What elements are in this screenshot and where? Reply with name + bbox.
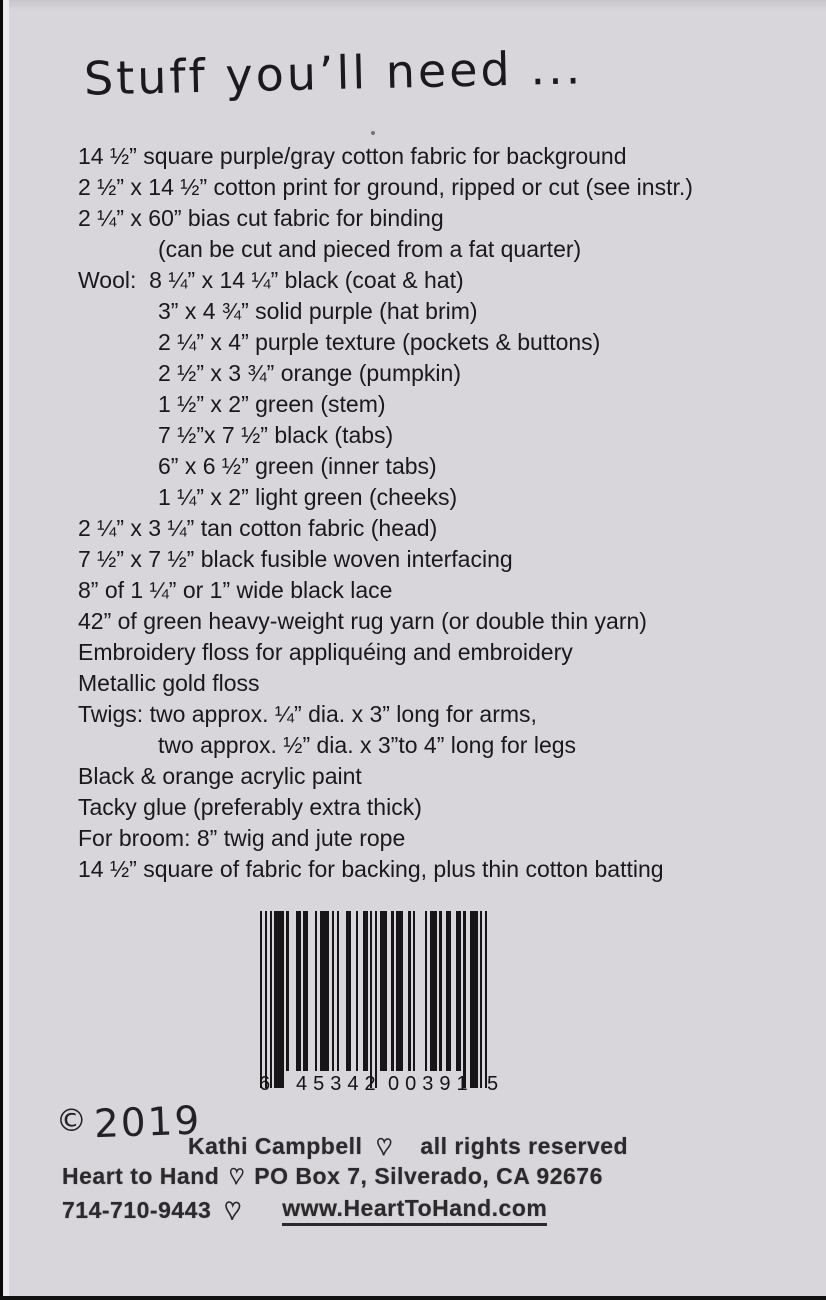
phone-number: 714-710-9443: [62, 1197, 212, 1223]
material-line: For broom: 8” twig and jute rope: [78, 825, 406, 851]
material-line: (can be cut and pieced from a fat quarter): [158, 236, 582, 262]
material-line: Metallic gold floss: [78, 670, 260, 696]
material-line: 2 ¼” x 60” bias cut fabric for binding: [78, 205, 444, 231]
material-line: Twigs: two approx. ¼” dia. x 3” long for arms,: [78, 701, 537, 727]
material-line: 42” of green heavy-weight rug yarn (or double thin yarn): [78, 608, 647, 634]
scan-edge-left-light: [3, 0, 9, 1300]
company-address: PO Box 7, Silverado, CA 92676: [254, 1163, 603, 1189]
footer-author-row: [188, 1133, 628, 1160]
heart-icon: [228, 1165, 246, 1189]
materials-list: [78, 141, 693, 885]
author-name: Kathi Campbell: [188, 1133, 363, 1159]
company-name: Heart to Hand: [62, 1163, 220, 1189]
scan-edge-top: [0, 0, 826, 10]
page-title: Stuff you’ll need ...: [83, 40, 584, 106]
scan-speck: [371, 131, 375, 135]
barcode-digit-group: 00391: [388, 1073, 474, 1095]
website-url: www.HeartToHand.com: [282, 1195, 547, 1226]
barcode-digit-group: 5: [487, 1073, 499, 1095]
material-line: Black & orange acrylic paint: [78, 763, 362, 789]
upc-barcode: [259, 911, 499, 1101]
material-line: 2 ½” x 3 ¾” orange (pumpkin): [158, 360, 461, 386]
material-line: 1 ¼” x 2” light green (cheeks): [158, 484, 458, 510]
material-line: 2 ½” x 14 ½” cotton print for ground, ripped or cut (see instr.): [78, 174, 693, 200]
material-line: 7 ½” x 7 ½” black fusible woven interfacing: [78, 546, 513, 572]
material-line: 14 ½” square purple/gray cotton fabric for background: [78, 143, 627, 169]
material-line: 7 ½”x 7 ½” black (tabs): [158, 422, 394, 448]
footer-address-row: [62, 1163, 603, 1190]
barcode-digit-group: 45342: [296, 1073, 382, 1095]
material-line: two approx. ½” dia. x 3”to 4” long for legs: [158, 732, 577, 758]
footer-contact-row: [62, 1195, 547, 1226]
rights-text: all rights reserved: [420, 1133, 629, 1159]
scan-edge-left-black: [0, 0, 3, 1300]
material-line: 14 ½” square of fabric for backing, plus thin cotton batting: [78, 856, 664, 882]
material-line: 1 ½” x 2” green (stem): [158, 391, 386, 417]
material-line: 8” of 1 ¼” or 1” wide black lace: [78, 577, 393, 603]
material-line: 3” x 4 ¾” solid purple (hat brim): [158, 298, 478, 324]
material-line: Embroidery floss for appliquéing and embroidery: [78, 639, 573, 665]
material-line: 2 ¼” x 3 ¼” tan cotton fabric (head): [78, 515, 438, 541]
scan-edge-bottom: [0, 1296, 826, 1300]
copyright-symbol: ©: [55, 1102, 88, 1140]
copyright-year-text: 2019: [93, 1098, 203, 1148]
heart-icon: [375, 1134, 394, 1159]
barcode-bar: [485, 911, 487, 1088]
barcode-bars: [260, 911, 487, 1088]
material-line: Wool: 8 ¼” x 14 ¼” black (coat & hat): [78, 267, 464, 293]
material-line: Tacky glue (preferably extra thick): [78, 794, 422, 820]
material-line: 6” x 6 ½” green (inner tabs): [158, 453, 437, 479]
barcode-digit-group: 6: [259, 1073, 271, 1095]
copyright-year: [55, 1098, 203, 1148]
heart-icon: [223, 1197, 243, 1224]
material-line: 2 ¼” x 4” purple texture (pockets & buttons): [158, 329, 601, 355]
